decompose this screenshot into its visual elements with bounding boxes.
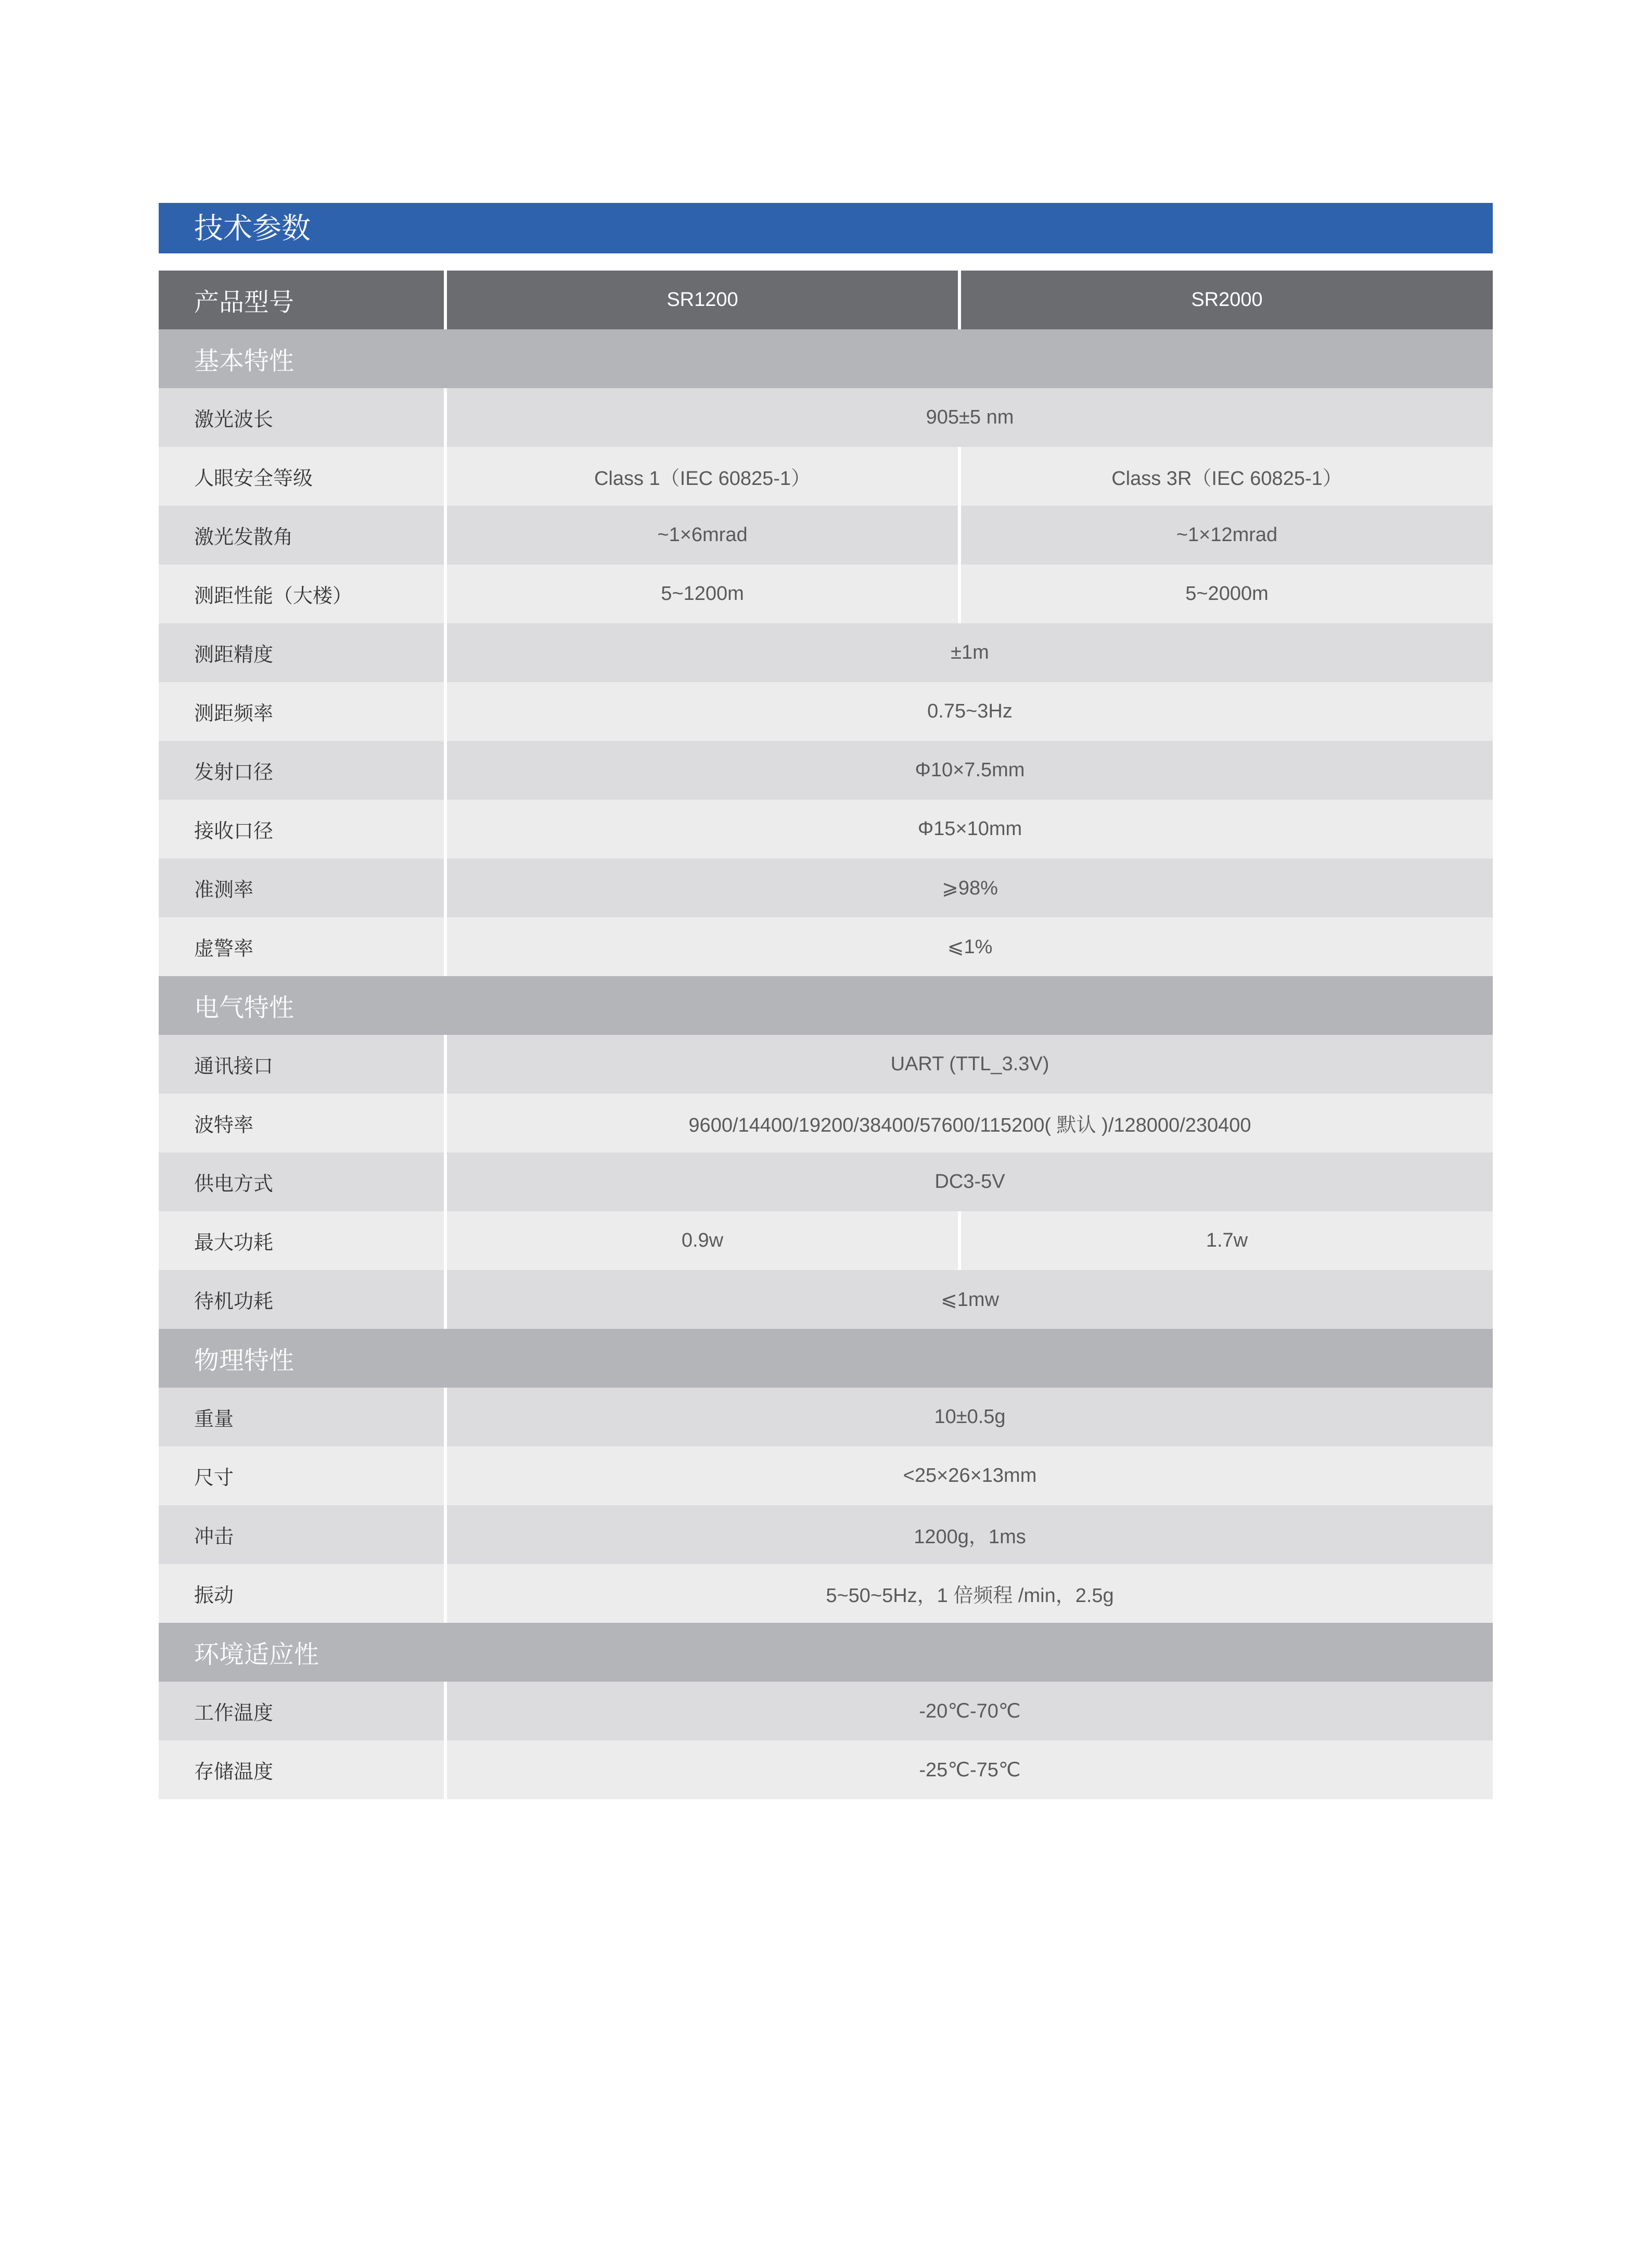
row-label: 通讯接口	[194, 1056, 274, 1078]
row-label: 虚警率	[194, 938, 254, 960]
table-row	[159, 1094, 1493, 1152]
row-value: <25×26×13mm	[444, 1446, 1493, 1505]
section-header	[159, 976, 1493, 1035]
section-header	[159, 1329, 1493, 1388]
row-label: 冲击	[194, 1526, 234, 1548]
table-header	[159, 271, 1493, 329]
table-row	[159, 1211, 1493, 1270]
row-value-model-b: 1.7w	[958, 1211, 1493, 1270]
table-row	[159, 565, 1493, 623]
row-label: 激光发散角	[194, 527, 293, 548]
row-value-model-b: 5~2000m	[958, 565, 1493, 623]
section-header	[159, 329, 1493, 388]
row-label: 准测率	[194, 879, 254, 901]
row-label: 工作温度	[194, 1702, 274, 1724]
table-row	[159, 1682, 1493, 1740]
row-label: 人眼安全等级	[194, 468, 313, 490]
row-label: 接收口径	[194, 821, 274, 842]
row-label: 振动	[194, 1585, 234, 1607]
header-model-b: SR2000	[958, 271, 1493, 329]
row-value-model-a: Class 1（IEC 60825-1）	[444, 447, 958, 506]
row-value-model-b: Class 3R（IEC 60825-1）	[958, 447, 1493, 506]
table-row	[159, 859, 1493, 917]
row-label: 重量	[194, 1408, 234, 1430]
row-label: 最大功耗	[194, 1232, 274, 1254]
row-label: 测距精度	[194, 644, 274, 666]
row-value: ⩽1%	[444, 917, 1493, 976]
row-value: 905±5 nm	[444, 388, 1493, 447]
row-value: 1200g，1ms	[444, 1505, 1493, 1564]
section-title: 电气特性	[194, 994, 294, 1022]
table-row	[159, 741, 1493, 800]
row-value: UART (TTL_3.3V)	[444, 1035, 1493, 1094]
table-row	[159, 682, 1493, 741]
page-title: 技术参数	[159, 203, 1493, 253]
table-row	[159, 447, 1493, 506]
table-row	[159, 917, 1493, 976]
row-label: 存储温度	[194, 1761, 274, 1783]
row-value: -25℃-75℃	[444, 1740, 1493, 1799]
section-title: 基本特性	[194, 348, 294, 375]
table-row	[159, 623, 1493, 682]
row-label: 供电方式	[194, 1173, 274, 1195]
row-value: -20℃-70℃	[444, 1682, 1493, 1740]
row-value-model-b: ~1×12mrad	[958, 506, 1493, 565]
row-label: 测距性能（大楼）	[194, 585, 353, 607]
row-value: 0.75~3Hz	[444, 682, 1493, 741]
row-value: ⩾98%	[444, 859, 1493, 917]
row-label: 激光波长	[194, 409, 274, 431]
row-value-model-a: 5~1200m	[444, 565, 958, 623]
section-title: 环境适应性	[194, 1641, 319, 1669]
row-label: 尺寸	[194, 1467, 234, 1489]
table-row	[159, 1740, 1493, 1799]
row-label: 测距频率	[194, 703, 274, 725]
row-value: 5~50~5Hz，1 倍频程 /min，2.5g	[444, 1564, 1493, 1623]
table-row	[159, 1035, 1493, 1094]
row-label: 波特率	[194, 1114, 254, 1136]
row-value-model-a: 0.9w	[444, 1211, 958, 1270]
spec-table	[159, 271, 1493, 1799]
header-label: 产品型号	[194, 289, 294, 316]
row-label: 待机功耗	[194, 1291, 274, 1313]
header-model-a: SR1200	[444, 271, 958, 329]
row-value: 10±0.5g	[444, 1388, 1493, 1446]
table-row	[159, 1446, 1493, 1505]
table-row	[159, 1388, 1493, 1446]
spec-sheet	[159, 203, 1493, 1799]
row-value: Φ10×7.5mm	[444, 741, 1493, 800]
row-value-model-a: ~1×6mrad	[444, 506, 958, 565]
table-row	[159, 1152, 1493, 1211]
table-row	[159, 800, 1493, 859]
row-value: ±1m	[444, 623, 1493, 682]
table-row	[159, 388, 1493, 447]
section-header	[159, 1623, 1493, 1682]
row-value: ⩽1mw	[444, 1270, 1493, 1329]
row-label: 发射口径	[194, 762, 274, 784]
table-row	[159, 1564, 1493, 1623]
section-title: 物理特性	[194, 1347, 294, 1375]
row-value: Φ15×10mm	[444, 800, 1493, 859]
row-value: 9600/14400/19200/38400/57600/115200( 默认 )/128000/230400	[444, 1094, 1493, 1152]
table-row	[159, 506, 1493, 565]
table-row	[159, 1270, 1493, 1329]
row-value: DC3-5V	[444, 1152, 1493, 1211]
table-row	[159, 1505, 1493, 1564]
